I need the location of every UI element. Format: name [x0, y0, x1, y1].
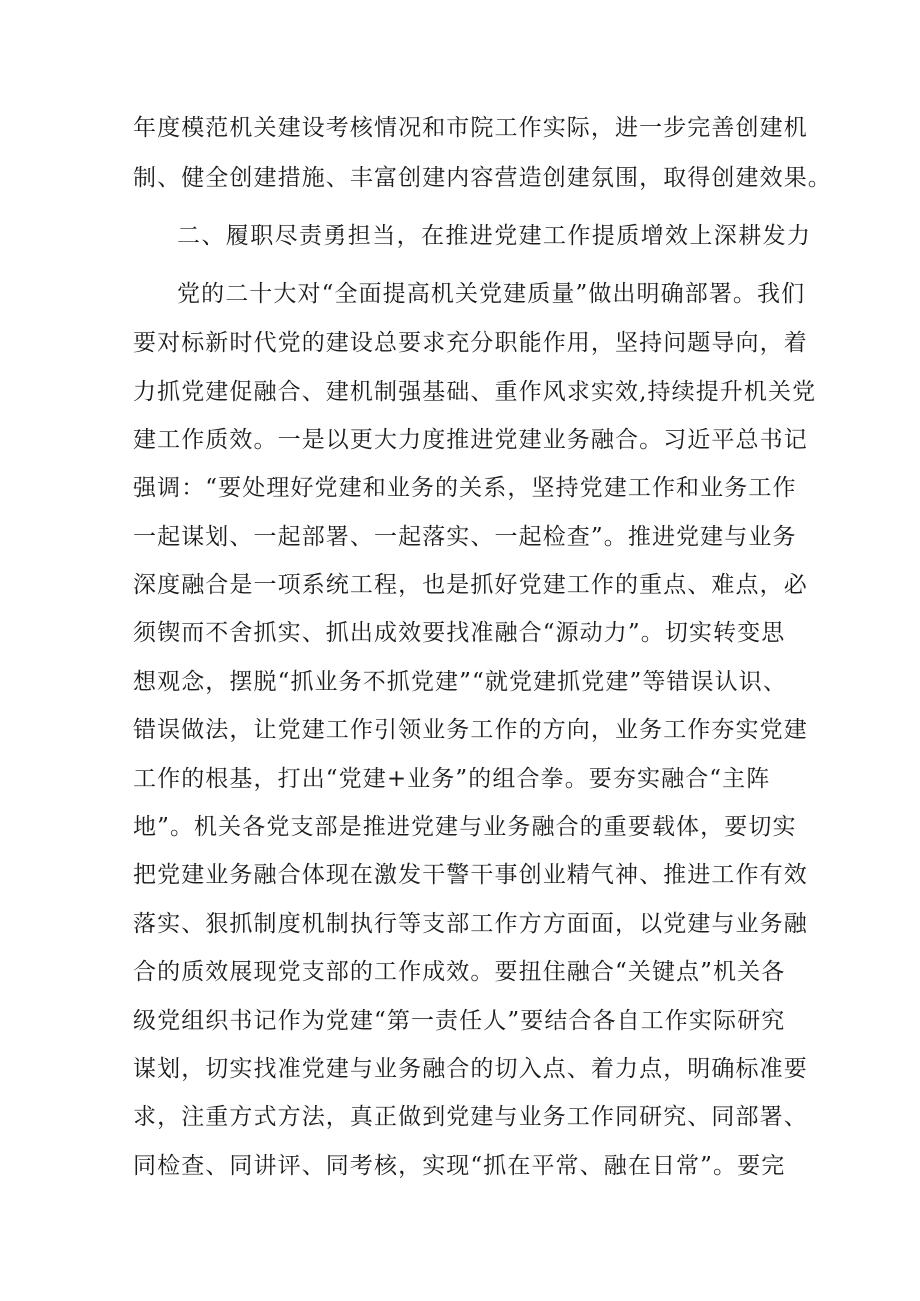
text-line: 同检查、同讲评、同考核，实现“抓在平常、融在日常”。要完	[133, 1153, 786, 1179]
text-line: 谋划，切实找准党建与业务融合的切入点、着力点，明确标准要	[133, 1056, 808, 1082]
text-line: 深度融合是一项系统工程，也是抓好党建工作的重点、难点，必	[133, 572, 808, 598]
text-line: 合的质效展现党支部的工作成效。要扭住融合“关键点”机关各	[133, 959, 786, 985]
text-line: 力抓党建促融合、建机制强基础、重作风求实效,持续提升机关党	[133, 379, 817, 405]
text-line: 求，注重方式方法，真正做到党建与业务工作同研究、同部署、	[133, 1104, 808, 1130]
text-line: 党的二十大对“全面提高机关党建质量”做出明确部署。我们	[177, 281, 806, 307]
text-line: 地”。机关各党支部是推进党建与业务融合的重要载体，要切实	[133, 814, 797, 840]
text-line: 强调：“要处理好党建和业务的关系，坚持党建工作和业务工作	[133, 475, 797, 501]
text-line: 把党建业务融合体现在激发干警干事创业精气神、推进工作有效	[133, 862, 808, 888]
text-line: 错误做法，让党建工作引领业务工作的方向，业务工作夯实党建	[133, 717, 808, 743]
section-heading: 二、履职尽责勇担当，在推进党建工作提质增效上深耕发力	[177, 223, 812, 249]
text-line: 落实、狠抓制度机制执行等支部工作方方面面，以党建与业务融	[133, 911, 808, 937]
text-line: 须锲而不舍抓实、抓出成效要找准融合“源动力”。切实转变思	[133, 620, 786, 646]
text-line: 工作的根基，打出“党建+业务”的组合拳。要夯实融合“主阵	[133, 766, 771, 792]
text-line: 要对标新时代党的建设总要求充分职能作用，坚持问题导向，着	[133, 330, 808, 356]
text-line: 制、健全创建措施、丰富创建内容营造创建氛围，取得创建效果。	[133, 165, 832, 191]
text-line: 想观念，摆脱“抓业务不抓党建”“就党建抓党建”等错误认识、	[133, 669, 787, 695]
text-line: 建工作质效。一是以更大力度推进党建业务融合。习近平总书记	[133, 427, 808, 453]
text-line: 一起谋划、一起部署、一起落实、一起检查”。推进党建与业务	[133, 524, 797, 550]
text-line: 年度模范机关建设考核情况和市院工作实际，进一步完善创建机	[133, 115, 808, 141]
text-line: 级党组织书记作为党建“第一责任人”要结合各自工作实际研究	[133, 1008, 786, 1034]
